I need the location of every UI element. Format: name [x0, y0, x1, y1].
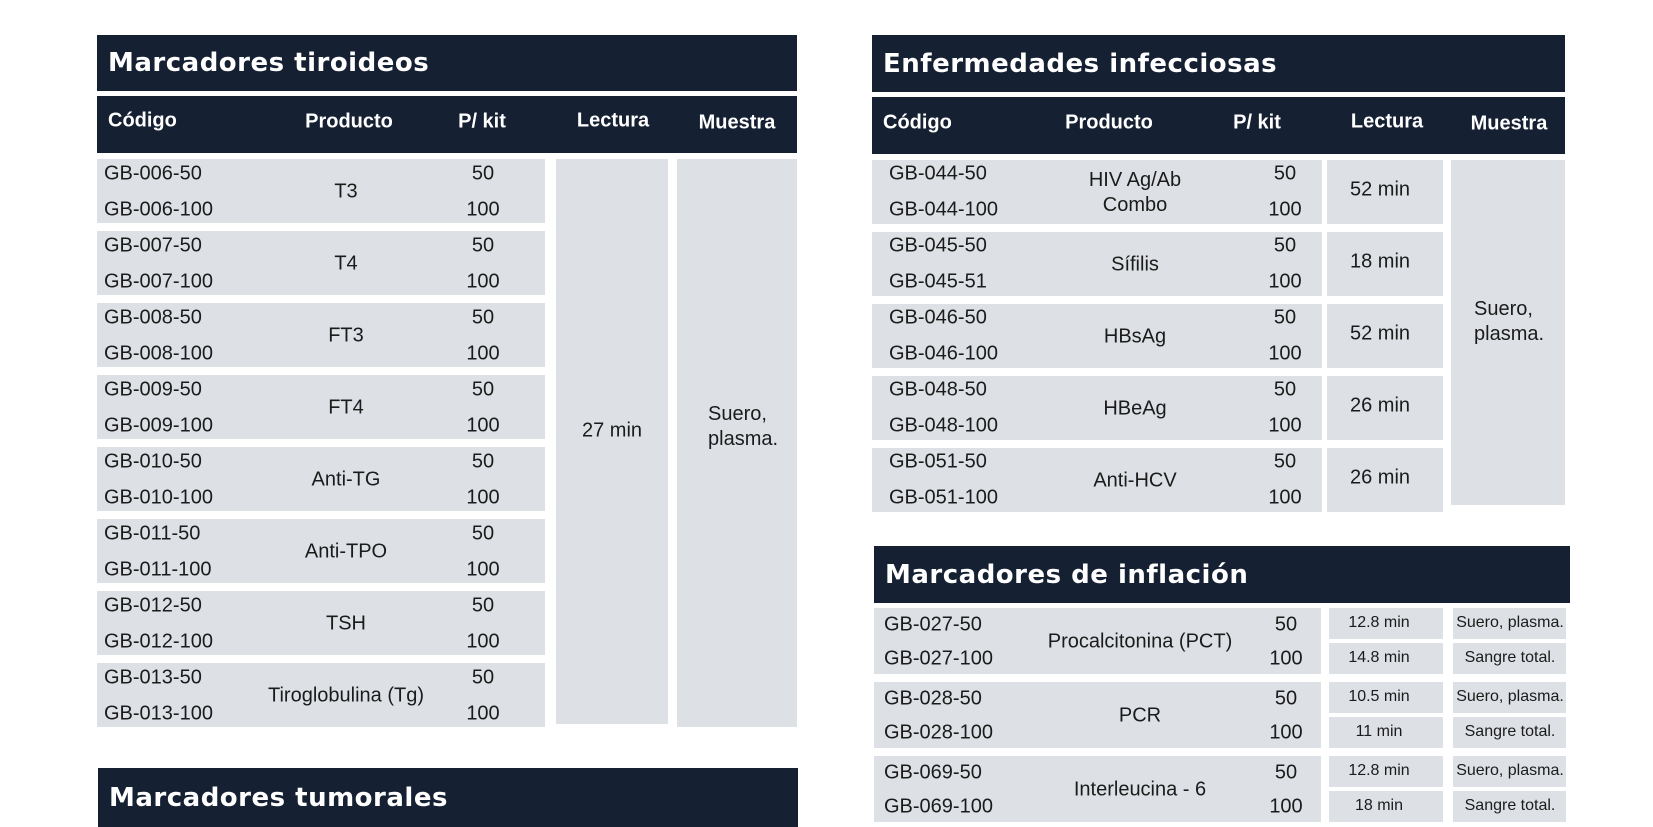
table-row — [97, 159, 545, 223]
product-name: Anti-TG — [311, 468, 381, 491]
header-reading: Lectura — [576, 109, 650, 132]
thyroid-sample-cell — [677, 159, 797, 727]
product-code: GB-007-100 — [104, 270, 213, 293]
kit-size: 100 — [1268, 198, 1302, 221]
kit-size: 50 — [471, 594, 495, 617]
product-code: GB-010-50 — [104, 450, 202, 473]
reading-time: 11 min — [1355, 723, 1403, 740]
product-name: HIV Ag/Ab Combo — [1088, 169, 1182, 216]
sample-cell — [1453, 756, 1566, 787]
kit-size: 100 — [1268, 270, 1302, 293]
table-row — [872, 232, 1322, 296]
product-name: T4 — [334, 252, 358, 275]
header-sample: Muestra — [698, 111, 776, 134]
kit-size: 100 — [1269, 647, 1303, 670]
table-row — [872, 304, 1322, 368]
product-code: GB-011-50 — [104, 522, 201, 545]
product-code: GB-051-50 — [889, 450, 987, 473]
table-row — [874, 756, 1321, 822]
table-row — [874, 682, 1321, 748]
infectious-sample: Suero, plasma. — [1474, 298, 1545, 345]
sample-type: Suero, plasma. — [1456, 614, 1564, 631]
product-name: TSH — [326, 612, 366, 635]
kit-size: 50 — [1273, 162, 1297, 185]
kit-size: 50 — [471, 378, 495, 401]
header-code: Código — [108, 109, 177, 132]
kit-size: 100 — [466, 702, 500, 725]
kit-size: 100 — [1268, 342, 1302, 365]
kit-size: 100 — [466, 630, 500, 653]
reading-cell — [1327, 304, 1443, 368]
kit-size: 50 — [471, 450, 495, 473]
product-name: T3 — [334, 180, 358, 203]
kit-size: 100 — [466, 414, 500, 437]
product-code: GB-008-50 — [104, 306, 202, 329]
kit-size: 100 — [1269, 721, 1303, 744]
reading-cell — [1329, 717, 1443, 748]
sample-cell — [1453, 643, 1566, 674]
reading-time: 14.8 min — [1348, 649, 1410, 666]
reading-time: 10.5 min — [1348, 688, 1410, 705]
kit-size: 50 — [471, 162, 495, 185]
kit-size: 50 — [471, 234, 495, 257]
sample-type: Sangre total. — [1464, 797, 1556, 814]
inflammation-title: Marcadores de inflación — [874, 546, 1570, 603]
product-name: PCR — [1118, 704, 1162, 727]
sample-type: Suero, plasma. — [1456, 762, 1564, 779]
reading-time: 18 min — [1349, 250, 1411, 273]
product-code: GB-044-100 — [889, 198, 998, 221]
table-row — [872, 160, 1322, 224]
reading-time: 52 min — [1349, 178, 1411, 201]
thyroid-sample: Suero, plasma. — [708, 403, 779, 450]
header-product: Producto — [305, 110, 393, 133]
table-row — [872, 376, 1322, 440]
product-name: HBeAg — [1103, 397, 1167, 420]
kit-size: 100 — [1268, 486, 1302, 509]
product-code: GB-009-50 — [104, 378, 202, 401]
product-code: GB-028-50 — [884, 687, 982, 710]
infectious-title: Enfermedades infecciosas — [872, 35, 1565, 92]
kit-size: 50 — [1274, 761, 1298, 784]
header-sample: Muestra — [1470, 112, 1548, 135]
table-row — [97, 447, 545, 511]
header-product: Producto — [1065, 111, 1153, 134]
table-row — [97, 591, 545, 655]
kit-size: 100 — [466, 198, 500, 221]
product-code: GB-009-100 — [104, 414, 213, 437]
sample-type: Sangre total. — [1464, 723, 1556, 740]
sample-cell — [1453, 791, 1566, 822]
sample-type: Sangre total. — [1464, 649, 1556, 666]
reading-time: 12.8 min — [1348, 762, 1410, 779]
thyroid-title: Marcadores tiroideos — [97, 35, 797, 91]
sample-type: Suero, plasma. — [1456, 688, 1564, 705]
sample-cell — [1453, 608, 1566, 639]
product-name: Tiroglobulina (Tg) — [268, 684, 424, 707]
kit-size: 50 — [471, 306, 495, 329]
reading-cell — [1329, 791, 1443, 822]
kit-size: 50 — [471, 522, 495, 545]
kit-size: 50 — [1274, 613, 1298, 636]
product-code: GB-045-51 — [889, 270, 987, 293]
product-name: FT4 — [328, 396, 364, 419]
header-per-kit: P/ kit — [458, 110, 506, 133]
reading-cell — [1327, 448, 1443, 512]
table-row — [97, 663, 545, 727]
product-code: GB-048-100 — [889, 414, 998, 437]
infectious-sample-cell — [1451, 160, 1565, 505]
kit-size: 100 — [466, 270, 500, 293]
product-code: GB-069-50 — [884, 761, 982, 784]
sample-cell — [1453, 717, 1566, 748]
table-row — [97, 375, 545, 439]
kit-size: 50 — [1274, 687, 1298, 710]
reading-cell — [1329, 682, 1443, 713]
kit-size: 50 — [1273, 234, 1297, 257]
product-code: GB-010-100 — [104, 486, 213, 509]
product-code: GB-046-100 — [889, 342, 998, 365]
reading-time: 52 min — [1349, 322, 1411, 345]
product-code: GB-048-50 — [889, 378, 987, 401]
kit-size: 100 — [466, 486, 500, 509]
reading-cell — [1327, 160, 1443, 224]
table-row — [874, 608, 1321, 674]
product-code: GB-027-50 — [884, 613, 982, 636]
product-code: GB-046-50 — [889, 306, 987, 329]
product-code: GB-044-50 — [889, 162, 987, 185]
kit-size: 100 — [1269, 795, 1303, 818]
header-per-kit: P/ kit — [1233, 111, 1281, 134]
table-row — [872, 448, 1322, 512]
reading-time: 26 min — [1349, 466, 1411, 489]
table-row — [97, 231, 545, 295]
product-code: GB-028-100 — [884, 721, 993, 744]
product-code: GB-013-50 — [104, 666, 202, 689]
thyroid-reading-cell — [556, 159, 668, 724]
kit-size: 50 — [1273, 450, 1297, 473]
infectious-header-row — [872, 97, 1565, 154]
header-code: Código — [883, 111, 952, 134]
sample-cell — [1453, 682, 1566, 713]
reading-time: 18 min — [1354, 797, 1404, 814]
product-code: GB-069-100 — [884, 795, 993, 818]
product-code: GB-006-100 — [104, 198, 213, 221]
kit-size: 50 — [1273, 306, 1297, 329]
product-name: FT3 — [328, 324, 364, 347]
kit-size: 100 — [466, 342, 500, 365]
tumor-title: Marcadores tumorales — [98, 768, 798, 827]
table-row — [97, 519, 545, 583]
header-reading: Lectura — [1350, 110, 1424, 133]
kit-size: 100 — [466, 558, 500, 581]
product-name: Anti-TPO — [304, 540, 388, 563]
reading-cell — [1327, 376, 1443, 440]
reading-time: 12.8 min — [1348, 614, 1410, 631]
product-name: Interleucina - 6 — [1073, 778, 1207, 801]
product-code: GB-006-50 — [104, 162, 202, 185]
product-code: GB-012-50 — [104, 594, 202, 617]
kit-size: 50 — [471, 666, 495, 689]
product-code: GB-007-50 — [104, 234, 202, 257]
product-code: GB-027-100 — [884, 647, 993, 670]
product-code: GB-011-100 — [104, 558, 212, 581]
product-name: Anti-HCV — [1093, 469, 1177, 492]
product-code: GB-045-50 — [889, 234, 987, 257]
reading-time: 26 min — [1349, 394, 1411, 417]
product-name: Sífilis — [1111, 253, 1159, 276]
product-code: GB-012-100 — [104, 630, 213, 653]
product-name: HBsAg — [1103, 325, 1167, 348]
thyroid-reading: 27 min — [581, 419, 643, 442]
thyroid-header-row — [97, 96, 797, 153]
product-code: GB-051-100 — [889, 486, 998, 509]
product-code: GB-008-100 — [104, 342, 213, 365]
reading-cell — [1329, 756, 1443, 787]
product-code: GB-013-100 — [104, 702, 213, 725]
reading-cell — [1329, 643, 1443, 674]
reading-cell — [1327, 232, 1443, 296]
table-row — [97, 303, 545, 367]
product-name: Procalcitonina (PCT) — [1047, 630, 1233, 653]
kit-size: 50 — [1273, 378, 1297, 401]
kit-size: 100 — [1268, 414, 1302, 437]
reading-cell — [1329, 608, 1443, 639]
